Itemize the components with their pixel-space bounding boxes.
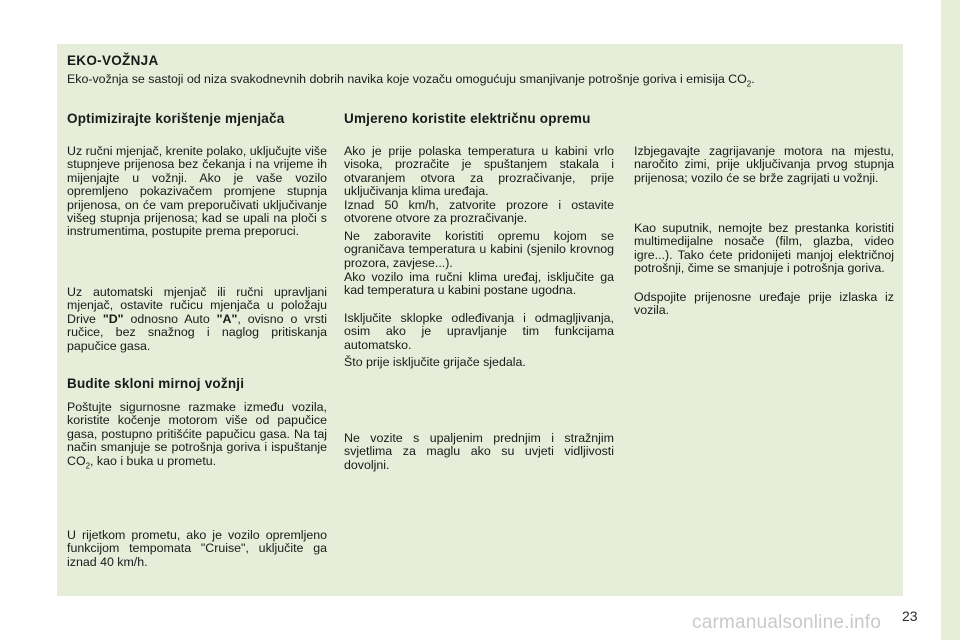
electrical-paragraph-1: Ako je prije polaska temperatura u kabini vrlo visoka, prozračite je spuštanjem stakala i otvaranjem otvora za prozračivanje, prije uključivanja klima uređaja. [344, 144, 614, 199]
heading-calm-driving-wrap [67, 376, 327, 391]
intro-paragraph: Eko-vožnja se sastoji od niza svakodnevnih dobrih navika koje vozaču omogućuju smanjivanje potrošnje goriva i emisija $CO_2$. [67, 72, 755, 89]
heading-calm-driving: Budite skloni mirnoj vožnji [67, 376, 245, 391]
column-3-paragraph-3: Odspojite prijenosne uređaje prije izlaska iz vozila. [634, 290, 894, 318]
gearbox-paragraph-2: Uz automatski mjenjač ili ručni upravljani mjenjač, ostavite ručicu mjenjača u položaju Drive "D" odnosno Auto "A", ovisno o vrsti ručice, bez snažnog i naglog pritiskanja papučice gasa. [67, 285, 327, 353]
calm-driving-paragraph-2: U rijetkom prometu, ako je vozilo opremljeno funkcijom tempomata "Cruise", uključite ga iznad 40 km/h. [67, 528, 327, 569]
column-3-paragraph-2: Kao suputnik, nemojte bez prestanka koristiti multimedijalne nosače (film, glazba, video igre...). Tako ćete pridonijeti manjoj električnoj potrošnji, čime se smanjuje i potrošnja goriva. [634, 221, 894, 276]
calm-driving-paragraph-1: Poštujte sigurnosne razmake između vozila, koristite kočenje motorom više od papučice gasa, postupno pritišćite papučicu gasa. Na taj način smanjuje se potrošnja goriva i ispuštanje $CO_2$, kao i buka u prometu. [67, 400, 327, 471]
electrical-paragraph-6: Što prije isključite grijače sjedala. [344, 355, 526, 369]
gearbox-paragraph-1: Uz ručni mjenjač, krenite polako, uključujte više stupnjeve prijenosa bez čekanja i na vrijeme ih mijenjajte u vožnji. Ako je vaše vozilo opremljeno pokazivačem promjene stupnja prijenosa, on će vam preporučivati uključivanje višeg stupnja prijenosa; kad se upali na ploči s instrumentima, postupite prema preporuci. [67, 144, 327, 239]
electrical-paragraph-7: Ne vozite s upaljenim prednjim i stražnjim svjetlima za maglu ako su uvjeti vidljivosti dovoljni. [344, 431, 614, 472]
page-number: 23 [902, 608, 918, 624]
heading-electrical: Umjereno koristite električnu opremu [344, 111, 591, 126]
column-3-paragraph-1: Izbjegavajte zagrijavanje motora na mjestu, naročito zimi, prije uključivanja prvog stupnja prijenosa; vozilo će se brže zagrijati u vožnji. [634, 144, 894, 185]
column-1 [67, 111, 327, 126]
page-edge-strip [941, 0, 960, 640]
section-title: EKO-VOŽNJA [67, 53, 159, 68]
watermark-text: carmanualsonline.info [692, 612, 882, 633]
electrical-paragraph-3: Ne zaboravite koristiti opremu kojom se ograničava temperatura u kabini (sjenilo krovnog prozora, zavjese...). [344, 229, 614, 270]
electrical-paragraph-2: Iznad 50 km/h, zatvorite prozore i ostavite otvorene otvore za prozračivanje. [344, 198, 614, 226]
electrical-paragraph-4: Ako vozilo ima ručni klima uređaj, isključite ga kad temperatura u kabini postane ugodna. [344, 270, 614, 298]
column-2 [344, 111, 614, 126]
electrical-paragraph-5: Isključite sklopke odleđivanja i odmagljivanja, osim ako je upravljanje tim funkcijama automatsko. [344, 311, 614, 352]
heading-gearbox: Optimizirajte korištenje mjenjača [67, 111, 285, 126]
